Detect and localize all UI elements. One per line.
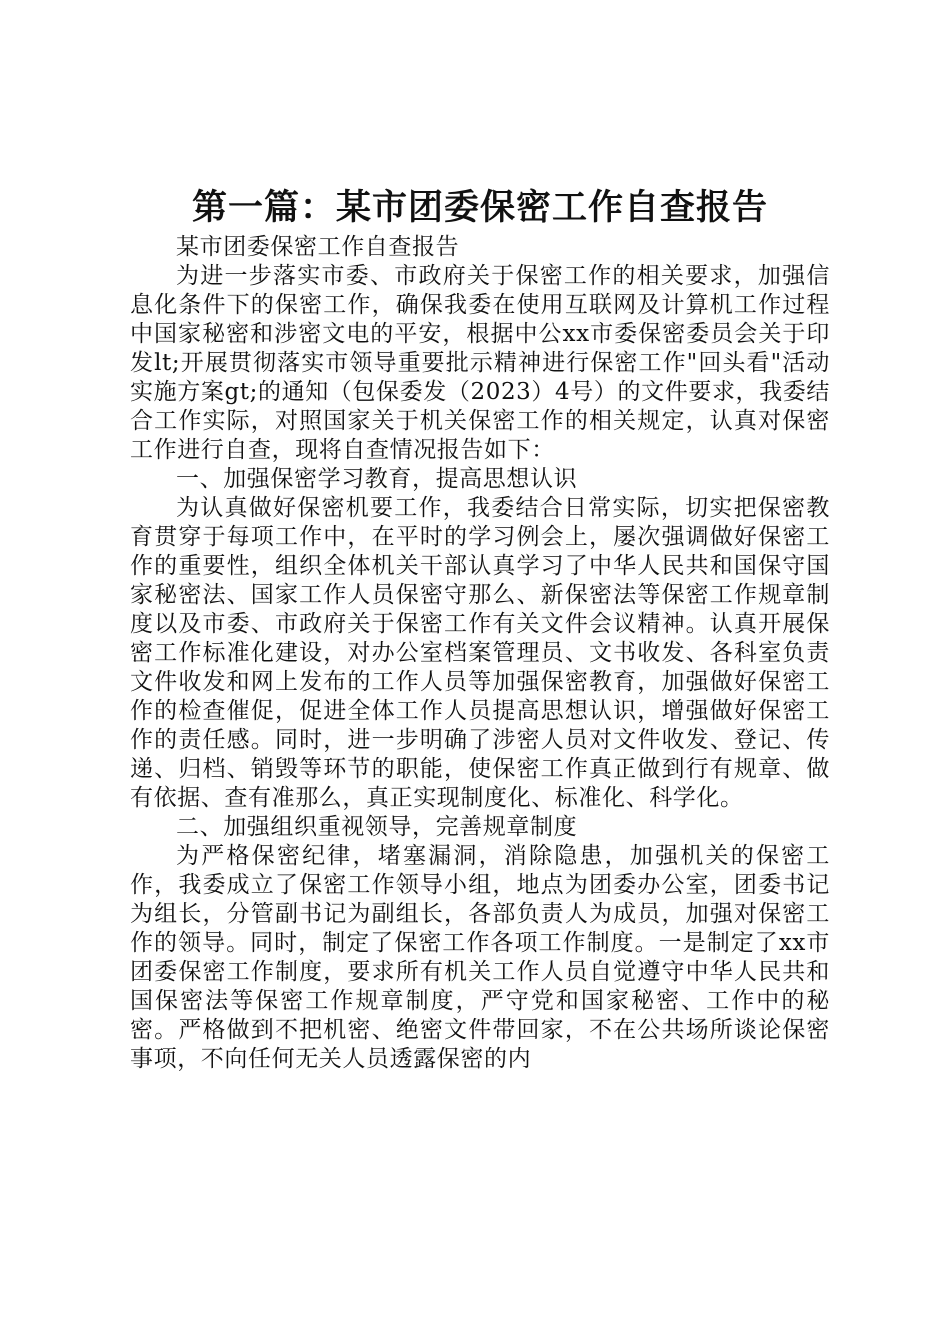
section-heading-2: 二、加强组织重视领导，完善规章制度	[176, 814, 578, 840]
intro-paragraph: 为进一步落实市委、市政府关于保密工作的相关要求，加强信息化条件下的保密工作，确保我委在使用互联网及计算机工作过程中国家秘密和涉密文电的平安，根据中公xx市委保密委员会关于印发lt;开展贯彻落实市领导重要批示精神进行保密工作"回头看"活动实施方案gt;的通知（包保委发（2023）4号）的文件要求，我委结合工作实际，对照国家关于机关保密工作的相关规定，认真对保密工作进行自查，现将自查情况报告如下：	[130, 263, 830, 463]
section-1-paragraph: 为认真做好保密机要工作，我委结合日常实际，切实把保密教育贯穿于每项工作中，在平时的学习例会上，屡次强调做好保密工作的重要性，组织全体机关干部认真学习了中华人民共和国保守国家秘密法、国家工作人员保密守那么、新保密法等保密工作规章制度以及市委、市政府关于保密工作有关文件会议精神。认真开展保密工作标准化建设，对办公室档案管理员、文书收发、各科室负责文件收发和网上发布的工作人员等加强保密教育，加强做好保密工作的检查催促，促进全体工作人员提高思想认识，增强做好保密工作的责任感。同时，进一步明确了涉密人员对文件收发、登记、传递、归档、销毁等环节的职能，使保密工作真正做到行有规章、做有依据、查有准那么，真正实现制度化、标准化、科学化。	[130, 495, 830, 811]
document-title: 第一篇：某市团委保密工作自查报告	[191, 188, 768, 228]
section-2-paragraph: 为严格保密纪律，堵塞漏洞，消除隐患，加强机关的保密工作，我委成立了保密工作领导小组，地点为团委办公室，团委书记为组长，分管副书记为副组长，各部负责人为成员，加强对保密工作的领导。同时，制定了保密工作各项工作制度。一是制定了xx市团委保密工作制度，要求所有机关工作人员自觉遵守中华人民共和国保密法等保密工作规章制度，严守党和国家秘密、工作中的秘密。严格做到不把机密、绝密文件带回家，不在公共场所谈论保密事项，不向任何无关人员透露保密的内	[130, 843, 830, 1072]
document-body	[130, 233, 830, 1074]
section-heading-1: 一、加强保密学习教育，提高思想认识	[176, 466, 578, 492]
subtitle-paragraph: 某市团委保密工作自查报告	[176, 234, 460, 260]
